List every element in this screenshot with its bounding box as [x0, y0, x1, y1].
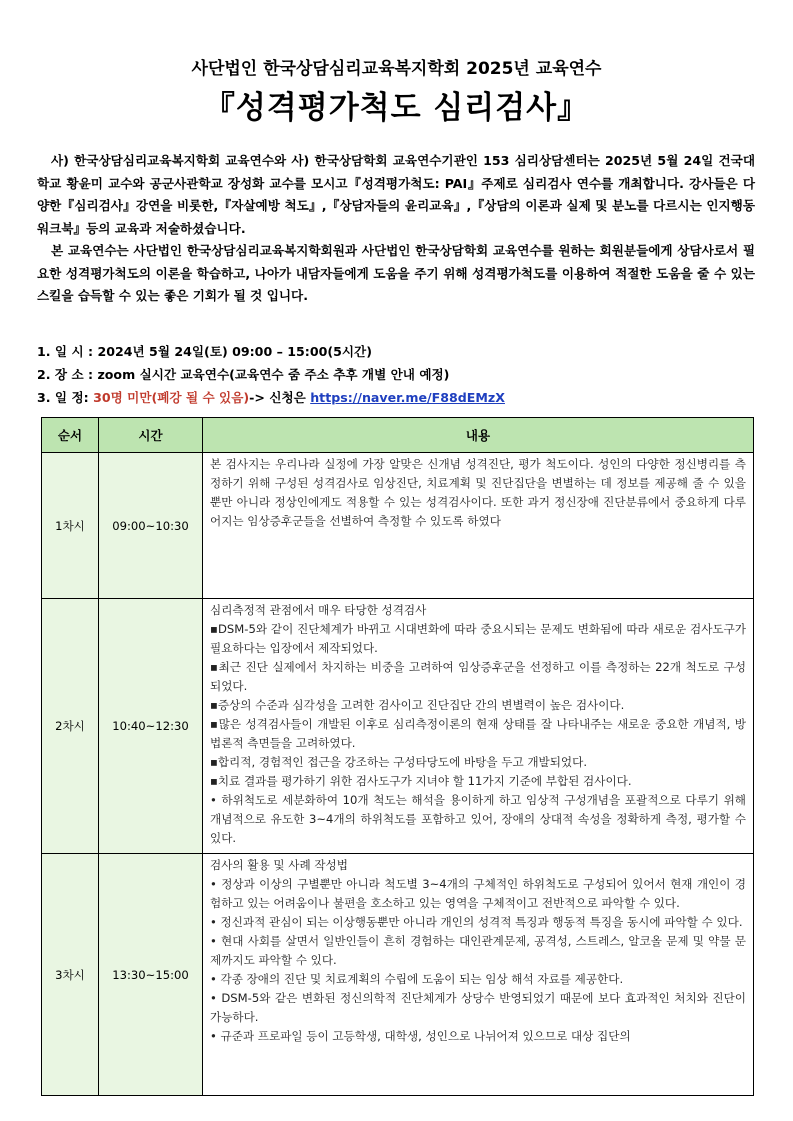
header-order: 순서: [42, 418, 99, 453]
session-content: [203, 854, 754, 1096]
session-time: 13:30~15:00: [99, 854, 203, 1096]
schedule-table: [41, 417, 754, 1096]
session-content: [203, 453, 754, 599]
table-row: [42, 599, 754, 854]
session-time: 09:00~10:30: [99, 453, 203, 599]
schedule-prefix: 3. 일 정:: [37, 390, 94, 405]
schedule-apply-label: -> 신청은: [249, 390, 311, 405]
content-line: 검사의 활용 및 사례 작성법: [210, 858, 348, 872]
intro-paragraph-2: 본 교육연수는 사단법인 한국상담심리교육복지학회원과 사단법인 한국상담학회 교육연수를 원하는 회원분들에게 상담사로서 필요한 성격평가척도의 이론을 학습하고, 나아가 내담자들에게 도움을 주기 위해 성격평가척도를 이용하여 적절한 도움을 줄 수 있는 스킬을 습득할 수 있는 좋은 기회가 될 것 입니다.: [37, 243, 755, 303]
document-title: 『성격평가척도 심리검사』: [203, 90, 590, 126]
session-number: 1차시: [42, 453, 99, 599]
content-line: • 정신과적 관심이 되는 이상행동뿐만 아니라 개인의 성격적 특징과 행동적 특징을 동시에 파악할 수 있다.: [210, 915, 743, 929]
content-line: • DSM-5와 같은 변화된 정신의학적 진단체계가 상당수 반영되었기 때문에 보다 효과적인 처치와 진단이 가능하다.: [210, 991, 746, 1024]
session-number: 3차시: [42, 854, 99, 1096]
intro-paragraph-1: 사) 한국상담심리교육복지학회 교육연수와 사) 한국상담학회 교육연수기관인 153 심리상담센터는 2025년 5월 24일 건국대학교 황윤미 교수와 공군사관학교 장성화 교수를 모시고『성격평가척도: PAI』주제로 심리검사 연수를 개최합니다. 강사들은 다양한『심리검사』강연을 비롯한,『자살예방 척도』,『상담자들의 윤리교육』,『상담의 이론과 실제 및 분노를 다르시는 인지행동 워크북』등의 교육과 저술하셨습니다.: [37, 153, 755, 236]
session-time: 10:40~12:30: [99, 599, 203, 854]
content-line: ▪합리적, 경험적인 접근을 강조하는 구성타당도에 바탕을 두고 개발되었다.: [210, 755, 588, 769]
content-line: • 현대 사회를 살면서 일반인들이 흔히 경험하는 대인관계문제, 공격성, 스트레스, 알코올 문제 및 약물 문제까지도 파악할 수 있다.: [210, 934, 746, 967]
event-schedule: [37, 386, 755, 409]
event-subtitle: 사단법인 한국상담심리교육복지학회 2025년 교육연수: [191, 59, 602, 79]
header-time: 시간: [99, 418, 203, 453]
apply-link[interactable]: https://naver.me/F88dEMzX: [310, 390, 505, 405]
content-line: • 각종 장애의 진단 및 치료계획의 수립에 도움이 되는 임상 해석 자료를 제공한다.: [210, 972, 624, 986]
event-place: 2. 장 소 : zoom 실시간 교육연수(교육연수 줌 주소 추후 개별 안내 예정): [37, 367, 450, 382]
session-number: 2차시: [42, 599, 99, 854]
content-line: • 하위척도로 세분화하여 10개 척도는 해석을 용이하게 하고 임상적 구성개념을 포괄적으로 다루기 위해 개념적으로 유도한 3~4개의 하위척도를 포함하고 있어, 장애의 상대적 속성을 정확하게 측정, 평가할 수 있다.: [210, 793, 746, 845]
header-content: 내용: [203, 418, 754, 453]
content-line: 본 검사지는 우리나라 실정에 가장 알맞은 신개념 성격진단, 평가 척도이다. 성인의 다양한 정신병리를 측정하기 위해 구성된 성격검사로 임상진단, 치료계획 및 진단집단을 변별하는 데 정보를 제공해 줄 수 있을 뿐만 아니라 정상인에게도 적용할 수 있는 성격검사이다. 또한 과거 정신장애 진단분류에서 중요하게 다루어지는 임상증후군들을 선별하여 측정할 수 있도록 하였다: [210, 457, 746, 528]
content-line: • 정상과 이상의 구별뿐만 아니라 척도별 3~4개의 구체적인 하위척도로 구성되어 있어서 현재 개인이 경험하고 있는 어려움이나 불편을 호소하고 있는 영역을 구체적이고 전반적으로 파악할 수 있다.: [210, 877, 746, 910]
content-line: ▪최근 진단 실제에서 차지하는 비중을 고려하여 임상증후군을 선정하고 이를 측정하는 22개 척도로 구성되었다.: [210, 660, 746, 693]
table-header-row: [42, 418, 754, 453]
table-row: [42, 854, 754, 1096]
session-content: [203, 599, 754, 854]
intro-section: [37, 150, 755, 308]
content-line: ▪많은 성격검사들이 개발된 이후로 심리측정이론의 현재 상태를 잘 나타내주는 새로운 중요한 개념적, 방법론적 측면들을 고려하였다.: [210, 717, 746, 750]
event-date: 1. 일 시 : 2024년 5월 24일(토) 09:00 – 15:00(5시간): [37, 344, 372, 359]
content-line: 심리측정적 관점에서 매우 타당한 성격검사: [210, 603, 427, 617]
table-row: [42, 453, 754, 599]
event-info: [37, 340, 755, 409]
schedule-warning: 30명 미만(폐강 될 수 있음): [93, 390, 250, 405]
content-line: • 규준과 프로파일 등이 고등학생, 대학생, 성인으로 나뉘어져 있으므로 대상 집단의: [210, 1029, 631, 1043]
content-line: ▪치료 결과를 평가하기 위한 검사도구가 지녀야 할 11가지 기준에 부합된 검사이다.: [210, 774, 632, 788]
content-line: ▪DSM-5와 같이 진단체계가 바뀌고 시대변화에 따라 중요시되는 문제도 변화됨에 따라 새로운 검사도구가 필요하다는 입장에서 제작되었다.: [210, 622, 746, 655]
content-line: ▪증상의 수준과 심각성을 고려한 검사이고 진단집단 간의 변별력이 높은 검사이다.: [210, 698, 625, 712]
